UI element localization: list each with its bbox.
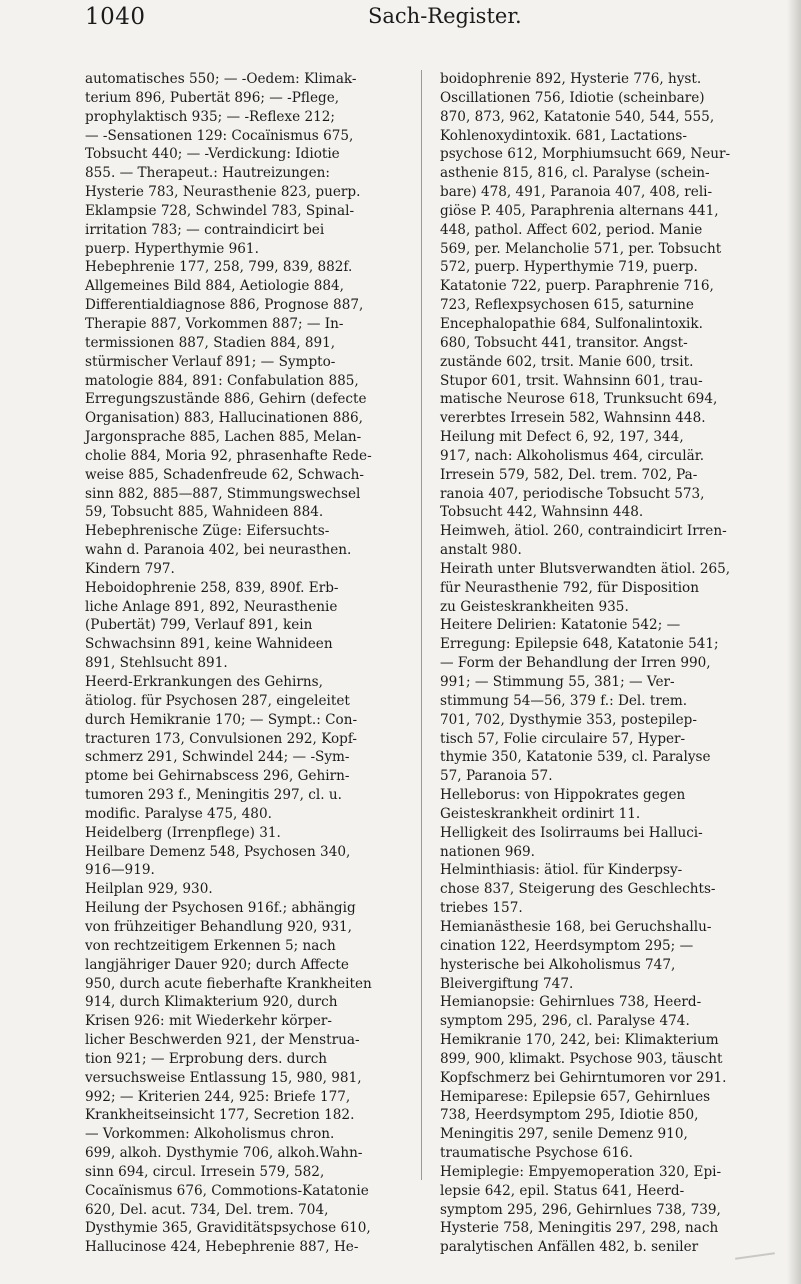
- index-line: 620, Del. acut. 734, Del. trem. 704,: [85, 1201, 329, 1218]
- index-line: schmerz 291, Schwindel 244; — -Sym-: [85, 749, 350, 766]
- index-line: 59, Tobsucht 885, Wahnideen 884.: [85, 504, 324, 521]
- index-line: Dysthymie 365, Graviditätspsychose 610,: [85, 1220, 371, 1237]
- index-line: ranoia 407, periodische Tobsucht 573,: [440, 485, 705, 502]
- index-line: Jargonsprache 885, Lachen 885, Melan-: [85, 429, 362, 446]
- index-line: 699, alkoh. Dysthymie 706, alkoh.Wahn-: [85, 1145, 363, 1162]
- index-line: 723, Reflexpsychosen 615, saturnine: [440, 297, 694, 314]
- index-line: cholie 884, Moria 92, phrasenhafte Rede-: [85, 447, 372, 464]
- page-edge-shadow: [787, 0, 801, 1284]
- index-line: Hallucinose 424, Hebephrenie 887, He-: [85, 1239, 359, 1256]
- index-line: Meningitis 297, senile Demenz 910,: [440, 1126, 688, 1143]
- index-line: Hebephrenie 177, 258, 799, 839, 882f.: [85, 259, 353, 276]
- index-line: Katatonie 722, puerp. Paraphrenie 716,: [440, 278, 714, 295]
- index-line: 738, Heerdsymptom 295, Idiotie 850,: [440, 1107, 699, 1124]
- index-line: Helligkeit des Isolirraums bei Halluci-: [440, 824, 703, 841]
- index-line: triebes 157.: [440, 900, 523, 917]
- index-line: Kohlenoxydintoxik. 681, Lactations-: [440, 127, 687, 144]
- index-line: Therapie 887, Vorkommen 887; — In-: [85, 315, 344, 332]
- index-line: tumoren 293 f., Meningitis 297, cl. u.: [85, 787, 342, 804]
- index-line: Hemiparese: Epilepsie 657, Gehirnlues: [440, 1088, 711, 1105]
- index-line: chose 837, Steigerung des Geschlechts-: [440, 881, 716, 898]
- index-line: Hemiplegie: Empyemoperation 320, Epi-: [440, 1163, 722, 1180]
- index-line: termissionen 887, Stadien 884, 891,: [85, 334, 336, 351]
- index-line: tisch 57, Folie circulaire 57, Hyper-: [440, 730, 686, 747]
- index-line: Differentialdiagnose 886, Prognose 887,: [85, 297, 364, 314]
- index-line: thymie 350, Katatonie 539, cl. Paralyse: [440, 749, 711, 766]
- index-line: 916—919.: [85, 862, 155, 879]
- left-column: [85, 70, 409, 1257]
- index-line: 701, 702, Dysthymie 353, postepilep-: [440, 711, 697, 728]
- index-line: giöse P. 405, Paraphrenia alternans 441,: [440, 202, 719, 219]
- index-line: zustände 602, trsit. Manie 600, trsit.: [440, 353, 694, 370]
- index-line: Bleivergiftung 747.: [440, 975, 574, 992]
- index-line: sinn 694, circul. Irresein 579, 582,: [85, 1163, 325, 1180]
- index-line: Hysterie 758, Meningitis 297, 298, nach: [440, 1220, 719, 1237]
- index-line: Tobsucht 440; — -Verdickung: Idiotie: [85, 146, 340, 163]
- index-line: terium 896, Pubertät 896; — -Pflege,: [85, 89, 340, 106]
- index-line: vererbtes Irresein 582, Wahnsinn 448.: [440, 410, 706, 427]
- index-line: 891, Stehlsucht 891.: [85, 655, 228, 672]
- index-line: licher Beschwerden 921, der Menstrua-: [85, 1032, 360, 1049]
- index-line: 950, durch acute fieberhafte Krankheiten: [85, 975, 372, 992]
- index-line: Heilplan 929, 930.: [85, 881, 213, 898]
- index-line: boidophrenie 892, Hysterie 776, hyst.: [440, 71, 702, 87]
- index-line: weise 885, Schadenfreude 62, Schwach-: [85, 466, 364, 483]
- index-line: Irresein 579, 582, Del. trem. 702, Pa-: [440, 466, 698, 483]
- index-line: Hemianopsie: Gehirnlues 738, Heerd-: [440, 994, 702, 1011]
- index-line: Heidelberg (Irrenpflege) 31.: [85, 824, 281, 841]
- index-line: irritation 783; — contraindicirt bei: [85, 221, 325, 238]
- index-line: psychose 612, Morphiumsucht 669, Neur-: [440, 146, 731, 163]
- index-line: Heerd-Erkrankungen des Gehirns,: [85, 674, 323, 690]
- index-line: Hemianästhesie 168, bei Geruchshallu-: [440, 918, 712, 935]
- index-line: von rechtzeitigem Erkennen 5; nach: [85, 937, 336, 954]
- index-line: Hebephrenische Züge: Eifersuchts-: [85, 523, 330, 540]
- index-line: 992; — Kriterien 244, 925: Briefe 177,: [85, 1088, 351, 1105]
- index-line: Erregungszustände 886, Gehirn (defecte: [85, 391, 367, 408]
- index-line: anstalt 980.: [440, 542, 522, 559]
- index-line: automatisches 550; — -Oedem: Klimak-: [85, 71, 357, 87]
- index-line: Erregung: Epilepsie 648, Katatonie 541;: [440, 636, 719, 653]
- index-line: Tobsucht 442, Wahnsinn 448.: [440, 504, 644, 521]
- index-line: Organisation) 883, Hallucinationen 886,: [85, 410, 363, 427]
- index-line: Eklampsie 728, Schwindel 783, Spinal-: [85, 202, 355, 219]
- index-line: Helminthiasis: ätiol. für Kinderpsy-: [440, 862, 683, 879]
- index-line: Heilbare Demenz 548, Psychosen 340,: [85, 843, 351, 860]
- index-line: wahn d. Paranoia 402, bei neurasthen.: [85, 542, 352, 559]
- index-line: symptom 295, 296, cl. Paralyse 474.: [440, 1013, 690, 1030]
- index-line: Hemikranie 170, 242, bei: Klimakterium: [440, 1032, 719, 1049]
- index-line: matische Neurose 618, Trunksucht 694,: [440, 391, 718, 408]
- index-line: hysterische bei Alkoholismus 747,: [440, 956, 676, 973]
- index-line: Kopfschmerz bei Gehirntumoren vor 291.: [440, 1069, 727, 1086]
- index-line: Cocaïnismus 676, Commotions-Katatonie: [85, 1182, 369, 1199]
- index-line: stimmung 54—56, 379 f.: Del. trem.: [440, 692, 688, 709]
- index-line: — -Sensationen 129: Cocaïnismus 675,: [85, 127, 354, 144]
- running-title: Sach-Register.: [368, 4, 522, 28]
- index-line: 572, puerp. Hyperthymie 719, puerp.: [440, 259, 698, 276]
- index-line: zu Geisteskrankheiten 935.: [440, 598, 629, 615]
- index-line: tracturen 173, Convulsionen 292, Kopf-: [85, 730, 358, 747]
- index-line: Stupor 601, trsit. Wahnsinn 601, trau-: [440, 372, 703, 389]
- index-line: Heboidophrenie 258, 839, 890f. Erb-: [85, 579, 339, 596]
- index-line: — Form der Behandlung der Irren 990,: [440, 655, 711, 672]
- index-line: Heitere Delirien: Katatonie 542; —: [440, 617, 681, 634]
- index-line: ätiolog. für Psychosen 287, eingeleitet: [85, 692, 350, 709]
- index-line: — Vorkommen: Alkoholismus chron.: [85, 1126, 335, 1143]
- index-line: Hysterie 783, Neurasthenie 823, puerp.: [85, 184, 361, 201]
- index-line: cination 122, Heerdsymptom 295; —: [440, 937, 694, 954]
- index-line: tion 921; — Erprobung ders. durch: [85, 1050, 328, 1067]
- index-line: 870, 873, 962, Katatonie 540, 544, 555,: [440, 108, 715, 125]
- index-line: 899, 900, klimakt. Psychose 903, täuscht: [440, 1050, 723, 1067]
- index-line: für Neurasthenie 792, für Disposition: [440, 579, 699, 596]
- index-line: Allgemeines Bild 884, Aetiologie 884,: [85, 278, 345, 295]
- index-line: 57, Paranoia 57.: [440, 768, 553, 785]
- index-line: ptome bei Gehirnabscess 296, Gehirn-: [85, 768, 350, 785]
- index-line: traumatische Psychose 616.: [440, 1145, 633, 1162]
- index-line: sinn 882, 885—887, Stimmungswechsel: [85, 485, 361, 502]
- index-line: versuchsweise Entlassung 15, 980, 981,: [85, 1069, 362, 1086]
- index-line: puerp. Hyperthymie 961.: [85, 240, 259, 257]
- index-line: langjähriger Dauer 920; durch Affecte: [85, 956, 349, 973]
- index-line: Encephalopathie 684, Sulfonalintoxik.: [440, 315, 703, 332]
- index-line: Heimweh, ätiol. 260, contraindicirt Irren-: [440, 523, 727, 540]
- index-line: von frühzeitiger Behandlung 920, 931,: [85, 918, 352, 935]
- index-line: Geisteskrankheit ordinirt 11.: [440, 805, 641, 822]
- index-line: stürmischer Verlauf 891; — Sympto-: [85, 353, 336, 370]
- index-line: lepsie 642, epil. Status 641, Heerd-: [440, 1182, 685, 1199]
- index-line: Kindern 797.: [85, 560, 175, 577]
- index-line: 855. — Therapeut.: Hautreizungen:: [85, 165, 330, 182]
- index-line: matologie 884, 891: Confabulation 885,: [85, 372, 359, 389]
- right-column: [440, 70, 764, 1257]
- index-line: 569, per. Melancholie 571, per. Tobsucht: [440, 240, 722, 257]
- index-line: 991; — Stimmung 55, 381; — Ver-: [440, 674, 675, 690]
- index-line: paralytischen Anfällen 482, b. seniler: [440, 1239, 699, 1256]
- index-line: nationen 969.: [440, 843, 535, 860]
- index-line: durch Hemikranie 170; — Sympt.: Con-: [85, 711, 358, 728]
- index-line: Heirath unter Blutsverwandten ätiol. 265,: [440, 560, 731, 577]
- index-line: modific. Paralyse 475, 480.: [85, 805, 272, 822]
- index-line: Krisen 926: mit Wiederkehr körper-: [85, 1013, 332, 1030]
- index-line: asthenie 815, 816, cl. Paralyse (schein-: [440, 165, 710, 182]
- index-line: symptom 295, 296, Gehirnlues 738, 739,: [440, 1201, 721, 1218]
- index-line: Heilung der Psychosen 916f.; abhängig: [85, 900, 356, 917]
- index-line: liche Anlage 891, 892, Neurasthenie: [85, 598, 338, 615]
- index-line: Helleborus: von Hippokrates gegen: [440, 787, 686, 804]
- index-line: (Pubertät) 799, Verlauf 891, kein: [85, 617, 313, 634]
- index-line: 914, durch Klimakterium 920, durch: [85, 994, 338, 1011]
- index-line: Schwachsinn 891, keine Wahnideen: [85, 636, 333, 653]
- index-line: Oscillationen 756, Idiotie (scheinbare): [440, 89, 705, 106]
- index-line: Heilung mit Defect 6, 92, 197, 344,: [440, 429, 684, 446]
- index-line: 917, nach: Alkoholismus 464, circulär.: [440, 447, 705, 464]
- index-line: bare) 478, 491, Paranoia 407, 408, reli-: [440, 184, 713, 201]
- index-line: Krankheitseinsicht 177, Secretion 182.: [85, 1107, 355, 1124]
- column-divider: [421, 70, 422, 1180]
- page-number: 1040: [85, 4, 146, 30]
- index-line: 448, pathol. Affect 602, period. Manie: [440, 221, 703, 238]
- index-line: 680, Tobsucht 441, transitor. Angst-: [440, 334, 688, 351]
- index-line: prophylaktisch 935; — -Reflexe 212;: [85, 108, 335, 125]
